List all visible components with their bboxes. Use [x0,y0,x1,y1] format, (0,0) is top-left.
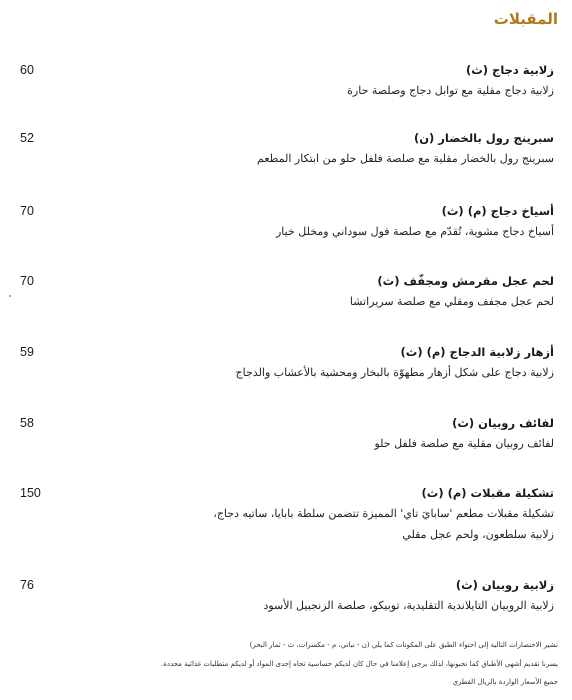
item-price: 52 [20,131,34,145]
item-name: أسياخ دجاج (م) (ث) [441,204,554,218]
item-description [14,436,554,452]
item-name: لفائف روبيان (ث) [452,416,554,430]
item-name: سبرينج رول بالخضار (ن) [413,131,554,145]
stray-dot [9,295,11,297]
item-description-line: زلابية دجاج على شكل أزهار مطهوّة بالبخار ومحشية بالأعشاب والدجاج [235,366,554,379]
item-price: 70 [20,204,34,218]
item-description-line: أسياخ دجاج مشوية، تُقدّم مع صلصة فول سوداني ومخلل خيار [275,225,554,238]
item-price: 150 [20,486,41,500]
item-price: 76 [20,578,34,592]
item-name: زلابية دجاج (ث) [465,63,554,77]
menu-item [14,485,554,543]
menu-item [14,62,554,99]
item-description-line: لحم عجل مجفف ومقلي مع صلصة سريراتشا [349,295,554,308]
item-description-line: تشكيلة مقبلات مطعم 'سابايَ تاي' المميزة تتضمن سلطة بابايا، ساتيه دجاج، [213,507,554,520]
item-price: 58 [20,416,34,430]
footnote-allergies: يسرنا تقديم أشهى الأطباق كما تحبونها، لذلك يرجى إعلامنا في حال كان لديكم حساسية تجاه إحدى المواد أو لديكم متطلبات غذائية محددة. [160,660,558,668]
item-description-line: زلابية سلطعون، ولحم عجل مقلي [402,528,554,541]
item-description-line: زلابية الروبيان التايلاندية التقليدية، توبيكو، صلصة الزنجبيل الأسود [263,599,554,612]
item-price: 59 [20,345,34,359]
item-description-line: سبرينج رول بالخضار مقلية مع صلصة فلفل حلو من ابتكار المطعم [257,152,554,165]
item-price: 60 [20,63,34,77]
item-description [14,365,554,381]
item-name: لحم عجل مقرمش ومجفّف (ث) [377,274,554,288]
item-description-line: زلابية دجاج مقلية مع توابل دجاج وصلصة حارة [347,84,554,97]
item-name: تشكيلة مقبلات (م) (ث) [421,486,554,500]
item-name: أزهار زلابية الدجاج (م) (ث) [400,345,554,359]
item-description [14,224,554,240]
footnote-currency: جميع الأسعار الواردة بالريال القطري [452,678,558,686]
item-description-line: لفائف روبيان مقلية مع صلصة فلفل حلو [374,437,554,450]
item-description [14,506,554,543]
menu-item [14,203,554,240]
item-description [14,598,554,614]
menu-item [14,130,554,167]
item-description [14,151,554,167]
item-name: زلابية روبيان (ث) [455,578,554,592]
menu-item [14,577,554,614]
menu-item [14,344,554,381]
item-price: 70 [20,274,34,288]
item-description [14,294,554,310]
menu-item [14,273,554,310]
item-description [14,83,554,99]
menu-item [14,415,554,452]
footnote-abbreviations: تشير الاختصارات التالية إلى احتواء الطبق على المكونات كما يلي (ن - نباتي، م - مكسرات، ث - ثمار البحر) [249,641,558,649]
section-title: المقبلات [493,10,558,28]
